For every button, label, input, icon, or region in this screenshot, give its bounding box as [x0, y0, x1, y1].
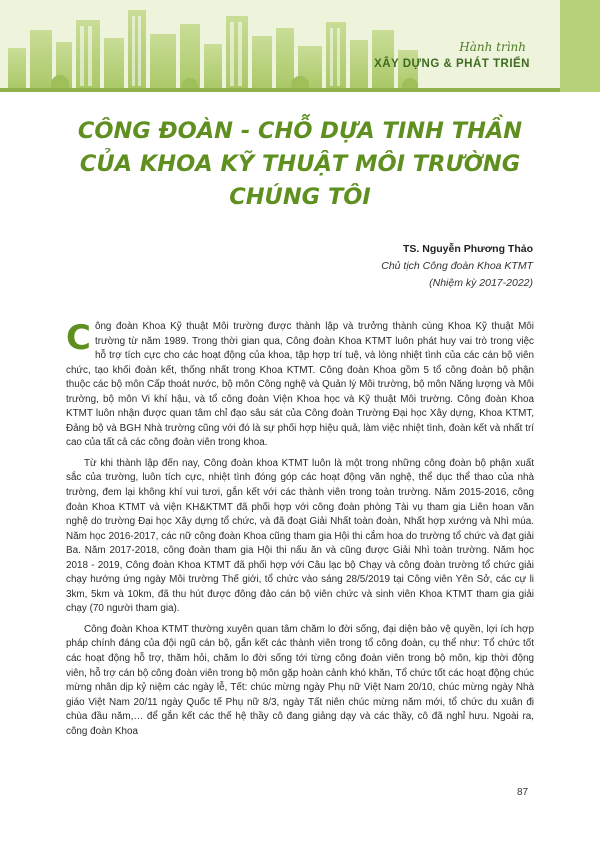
paragraph-text: ông đoàn Khoa Kỹ thuật Môi trường được thành lập và trưởng thành cùng Khoa Kỹ thuật Môi trường từ năm 1989. Trong thời gian qua, Công đoàn Khoa KTMT luôn phát huy vai trò trong việc hỗ trợ tích cực cho các hoạt động của khoa, tập hợp trí tuệ, và lòng nhiệt tình của các cán bộ viên chức, tạo khối đoàn kết, thống nhất trong Khoa KTMT. Công đoàn Khoa gồm 5 tổ công đoàn bộ phận thuộc các bộ môn Cấp thoát nước, bộ môn Công nghệ và Quản lý Môi trường, bộ môn Năng lượng và Môi trường, bộ môn Vi khí hậu, và tổ công đoàn Viện Khoa học và Kỹ thuật Môi trường. Công đoàn Khoa KTMT luôn nhận được quan tâm chỉ đạo sâu sát của Công đoàn Trường Đại học Xây dựng, Khoa KTMT, Đảng bộ và BGH Nhà trường cũng với đó là sự phối hợp hiệu quả, làm việc nhiệt tình, đoàn kết và nhất trí cao của tất cả các công đoàn viên trong khoa. [66, 321, 534, 449]
header-banner [0, 0, 600, 92]
title-line: CỦA KHOA KỸ THUẬT MÔI TRƯỜNG [79, 151, 521, 177]
article-body [66, 320, 534, 745]
paragraph: Từ khi thành lập đến nay, Công đoàn khoa KTMT luôn là một trong những công đoàn bộ phận xuất sắc của trường, luôn tích cực, nhiệt tình đóng góp các hoạt động văn nghệ, thể dục thể thao của nhà trường, đem lại không khí vui tươi, gắn kết với các thành viên trong toàn trường. Năm 2015-2016, công đoàn Khoa KTMT và viện KH&KTMT đã phối hợp với công đoàn phòng Tài vụ tham gia Liên hoan văn nghệ do trường Đại học Xây dựng tổ chức, và đã đoạt Giải Nhất toàn đoàn, Nhất hợp xướng và Nhì múa. Năm học 2016-2017, các nữ công đoàn Khoa cũng tham gia Hội thi cắm hoa do trường tổ chức và đạt giải Ba. Năm 2017-2018, công đoàn tham gia Hội thi nấu ăn và cũng được Giải Nhì toàn trường. Năm học 2018 - 2019, Công đoàn Khoa KTMT đã phối hợp với Câu lạc bộ Chạy và công đoàn trường tổ chức giải chạy hướng ứng ngày Môi trường Thế giới, tổ chức vào sáng 28/5/2019 tại Công viên Yên Sở, các cự li 3km, 5km và 10km, đã thu hút được đông đảo cán bộ viên chức và sinh viên Khoa KTMT tham gia giải chạy (70 người tham gia). [66, 457, 534, 615]
author-term: (Nhiệm kỳ 2017-2022) [429, 277, 533, 289]
author-role: Chủ tịch Công đoàn Khoa KTMT [381, 260, 533, 272]
title-line: CÔNG ĐOÀN - CHỖ DỰA TINH THẦN [77, 118, 523, 144]
author-block [381, 241, 533, 292]
header-script-text: Hành trình [459, 40, 526, 54]
header-section-title: XÂY DỰNG & PHÁT TRIỂN [374, 58, 530, 70]
drop-cap: C [66, 318, 91, 358]
title-line: CHÚNG TÔI [229, 184, 371, 210]
paragraph: Công đoàn Khoa KTMT thường xuyên quan tâm chăm lo đời sống, đại diện bảo vệ quyền, lợi ích hợp pháp chính đáng của đội ngũ cán bộ, gắn kết các thành viên trong tổ công đoàn, cụ thể như: Tổ chức tốt các hoạt động hỗ trợ, thăm hỏi, chăm lo đời sống tới từng công đoàn viên trong bộ môn, kịp thời động viên, hỗ trợ cán bộ công đoàn viên trong bộ môn gặp hoàn cảnh khó khăn, Tổ chức tốt các hoạt động chúc mừng nhân dịp kỷ niệm các ngày lễ, Tết: chúc mừng ngày Phụ nữ Việt Nam 20/10, chúc mừng ngày Nhà giáo Việt Nam 20/11 ngày Quốc tế Phụ nữ 8/3, ngày Tất niên chúc mừng năm mới, tổ chức du xuân đi chùa đầu năm,… để gắn kết các thế hệ thầy cô đang giảng dạy và các thầy, cô đã nghỉ hưu. Ngoài ra, công đoàn Khoa [66, 623, 534, 737]
paragraph [66, 320, 534, 451]
header-side-bar [560, 0, 600, 92]
page-number: 87 [517, 787, 529, 798]
author-name: TS. Nguyễn Phương Thảo [403, 243, 533, 255]
article-title [70, 115, 530, 214]
